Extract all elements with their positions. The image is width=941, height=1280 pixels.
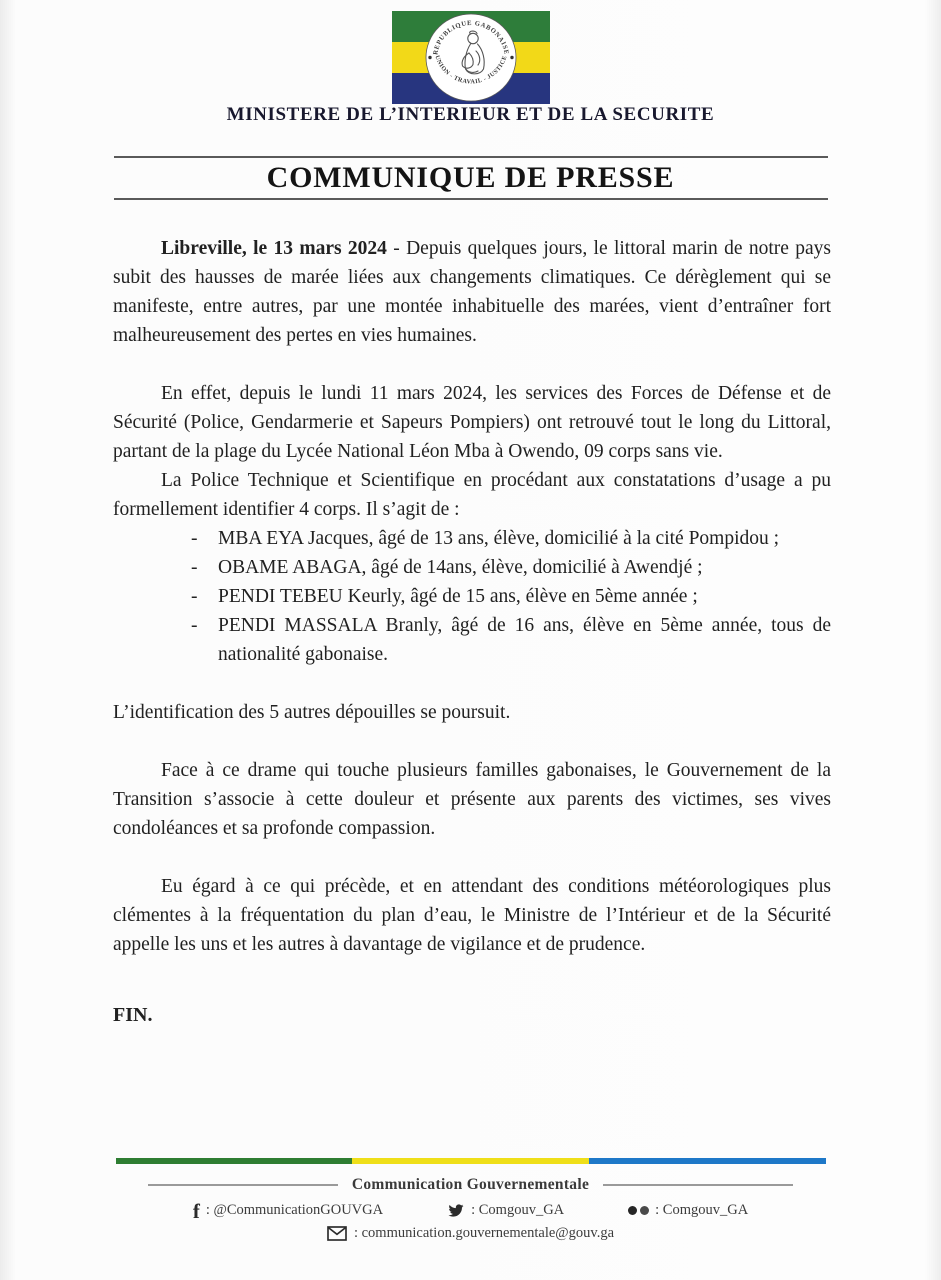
heading-line-left: [148, 1184, 338, 1186]
envelope-icon: [327, 1226, 347, 1241]
end-marker: FIN.: [113, 1004, 153, 1026]
logo-bottom-arc-text: UNION - TRAVAIL - JUSTICE: [432, 54, 509, 86]
paragraph-intro: [113, 234, 831, 350]
victims-list: [113, 524, 831, 669]
email-row: [0, 1225, 941, 1242]
bar-blue: [589, 1158, 826, 1164]
facebook-label: : @CommunicationGOUVGA: [205, 1202, 384, 1218]
email-label: : communication.gouvernementale@gouv.ga: [353, 1225, 615, 1241]
twitter-icon: [447, 1203, 465, 1218]
list-item: - PENDI MASSALA Branly, âgé de 16 ans, élève en 5ème année, tous de nationalité gabonaise.: [113, 611, 831, 669]
footer: [0, 1158, 941, 1242]
bar-green: [116, 1158, 353, 1164]
paragraph-ongoing: L’identification des 5 autres dépouilles se poursuit.: [113, 702, 511, 723]
paragraph-discovery: En effet, depuis le lundi 11 mars 2024, les services des Forces de Défense et de Sécurité (Police, Gendarmerie et Sapeurs Pompiers) ont retrouvé tout le long du Littoral, partant de la plage du Lycée National Léon Mba à Owendo, 09 corps sans vie.: [113, 383, 831, 462]
list-item: - PENDI TEBEU Keurly, âgé de 15 ans, élève en 5ème année ;: [113, 582, 831, 611]
divider-bottom: [114, 198, 828, 200]
paragraph-intro-text: - Depuis quelques jours, le littoral marin de notre pays subit des hausses de marée liées aux changements climatiques. Ce dérèglement qui se manifeste, entre autres, par une montée inhabituelle des marées, vient d’entraîner fort malheureusement des pertes en vies humaines.: [113, 238, 831, 346]
paragraph-condolences: Face à ce drame qui touche plusieurs familles gabonaises, le Gouvernement de la Transition s’associe à cette douleur et présente aux parents des victimes, ses vives condoléances et sa profonde compassion.: [113, 760, 831, 839]
list-item: - MBA EYA Jacques, âgé de 13 ans, élève, domicilié à la cité Pompidou ;: [113, 524, 831, 553]
document-body: [113, 234, 831, 1030]
flickr-icon: [628, 1206, 649, 1215]
facebook-handle: [192, 1198, 384, 1223]
footer-heading-row: [0, 1176, 941, 1194]
tricolor-bar: [116, 1158, 826, 1164]
ministry-title: MINISTERE DE L’INTERIEUR ET DE LA SECURITE: [226, 104, 715, 125]
list-item: - OBAME ABAGA, âgé de 14ans, élève, domicilié à Awendjé ;: [113, 553, 831, 582]
logo-top-arc-text: REPUBLIQUE GABONAISE: [431, 19, 510, 56]
ministry-logo: [0, 11, 941, 104]
document-title: COMMUNIQUE DE PRESSE: [266, 161, 675, 194]
social-row: [0, 1198, 941, 1223]
dateline: Libreville, le 13 mars 2024: [161, 238, 387, 259]
flickr-handle: [628, 1202, 748, 1219]
bar-yellow: [352, 1158, 589, 1164]
twitter-label: : Comgouv_GA: [471, 1202, 565, 1218]
divider-top: [114, 156, 828, 158]
paragraph-warning: Eu égard à ce qui précède, et en attendant des conditions météorologiques plus clémentes à la fréquentation du plan d’eau, le Ministre de l’Intérieur et de la Sécurité appelle les uns et les autres à davantage de vigilance et de prudence.: [113, 876, 831, 955]
twitter-handle: [447, 1202, 564, 1219]
flickr-label: : Comgouv_GA: [655, 1202, 749, 1218]
gabon-flag-emblem: [392, 11, 550, 104]
facebook-icon: f: [192, 1198, 200, 1223]
paragraph-identification: La Police Technique et Scientifique en procédant aux constatations d’usage a pu formellement identifier 4 corps. Il s’agit de :: [113, 470, 831, 520]
heading-line-right: [603, 1184, 793, 1186]
footer-heading: Communication Gouvernementale: [351, 1176, 590, 1193]
